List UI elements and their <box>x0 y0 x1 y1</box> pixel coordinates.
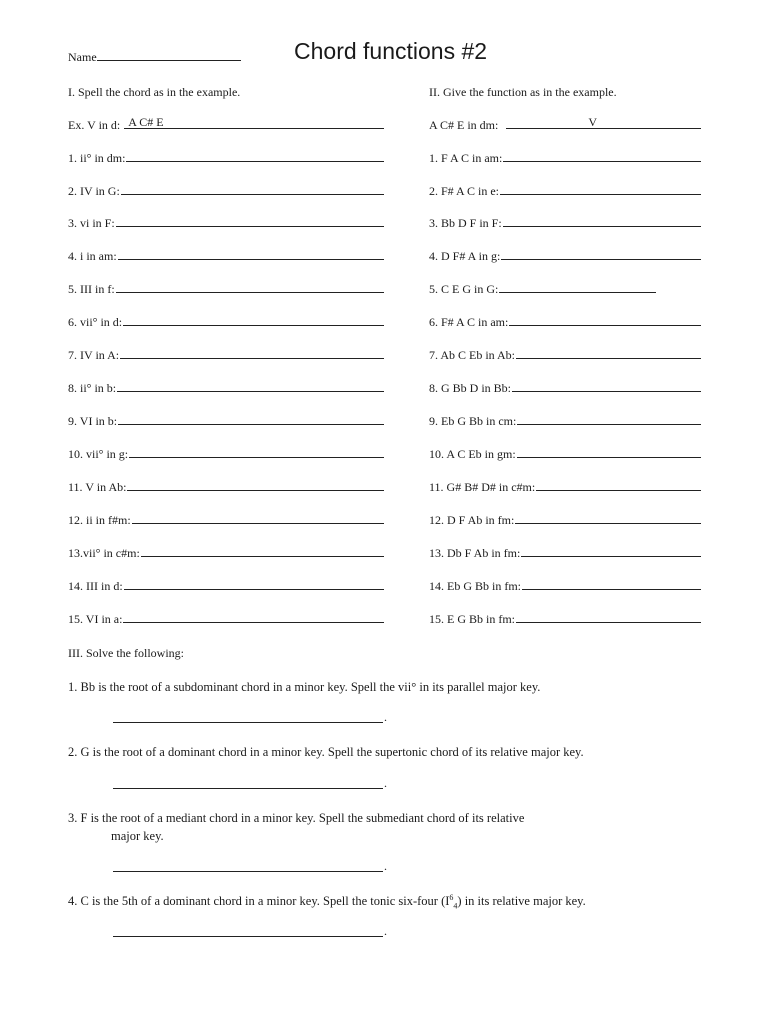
answer-line[interactable] <box>500 183 701 195</box>
answer-line[interactable] <box>516 347 701 359</box>
problem-1-text: 1. Bb is the root of a subdominant chord in a minor key. Spell the vii° in its parallel major key. <box>68 680 541 694</box>
section2-item-prompt: 3. Bb D F in F: <box>429 216 502 230</box>
problem-1-answer-line[interactable] <box>113 710 383 723</box>
answer-line[interactable] <box>123 314 384 326</box>
answer-line[interactable] <box>517 413 701 425</box>
section2-item[interactable] <box>429 150 701 165</box>
section2-item-prompt: 10. A C Eb in gm: <box>429 447 516 461</box>
answer-line[interactable] <box>522 578 701 590</box>
section2-item[interactable] <box>429 380 701 395</box>
section1-item-prompt: 11. V in Ab: <box>68 480 127 494</box>
answer-line[interactable] <box>503 215 701 227</box>
section2-item[interactable] <box>429 545 701 560</box>
problem-1-answer-end: . <box>384 710 387 724</box>
problem-3-text-line2: major key. <box>111 829 164 843</box>
name-label: Name <box>68 50 97 64</box>
section2-example-answer: V <box>588 115 598 129</box>
section1-item-prompt: 9. VI in b: <box>68 414 118 428</box>
section1-item-prompt: 6. vii° in d: <box>68 315 123 329</box>
answer-line[interactable] <box>127 479 384 491</box>
section2-example <box>429 117 701 132</box>
section1-item-prompt: 8. ii° in b: <box>68 381 117 395</box>
problem-4-sup: 6 <box>449 892 454 902</box>
section1-item[interactable] <box>68 479 384 494</box>
section1-item-prompt: 13.vii° in c#m: <box>68 546 140 560</box>
section2-item[interactable] <box>429 479 701 494</box>
section1-item[interactable] <box>68 314 384 329</box>
section1-item[interactable] <box>68 578 384 593</box>
answer-line[interactable] <box>120 347 384 359</box>
section2-item-prompt: 8. G Bb D in Bb: <box>429 381 512 395</box>
problem-4-sub: 4 <box>453 901 458 911</box>
section1-item-prompt: 2. IV in G: <box>68 184 120 198</box>
answer-line[interactable] <box>118 248 384 260</box>
section2-item-prompt: 15. E G Bb in fm: <box>429 612 515 626</box>
problem-4-answer-line[interactable] <box>113 924 383 937</box>
answer-line[interactable] <box>123 611 384 623</box>
section1-item[interactable] <box>68 512 384 527</box>
section2-example-answer-line <box>506 117 701 129</box>
section1-item[interactable] <box>68 150 384 165</box>
answer-line[interactable] <box>124 578 384 590</box>
answer-line[interactable] <box>117 380 384 392</box>
answer-line[interactable] <box>499 281 656 293</box>
answer-line[interactable] <box>118 413 384 425</box>
section1-example-answer-line <box>124 117 384 129</box>
problem-4-text <box>68 894 586 909</box>
answer-line[interactable] <box>512 380 701 392</box>
answer-line[interactable] <box>517 446 701 458</box>
section1-item-prompt: 14. III in d: <box>68 579 123 593</box>
section1-item[interactable] <box>68 183 384 198</box>
section1-example-prompt: Ex. V in d: <box>68 118 121 132</box>
section1-item-prompt: 12. ii in f#m: <box>68 513 131 527</box>
section1-example <box>68 117 384 132</box>
answer-line[interactable] <box>121 183 384 195</box>
problem-2-answer-line[interactable] <box>113 776 383 789</box>
section2-item-prompt: 11. G# B# D# in c#m: <box>429 480 536 494</box>
section1-item-prompt: 1. ii° in dm: <box>68 151 126 165</box>
section1-item[interactable] <box>68 446 384 461</box>
section2-item[interactable] <box>429 611 701 626</box>
page-title: Chord functions #2 <box>294 38 488 64</box>
section1-item-prompt: 15. VI in a: <box>68 612 123 626</box>
section2-item[interactable] <box>429 281 656 296</box>
section2-item-prompt: 6. F# A C in am: <box>429 315 509 329</box>
name-field[interactable] <box>97 48 241 61</box>
section3-heading: III. Solve the following: <box>68 646 184 660</box>
answer-line[interactable] <box>501 248 701 260</box>
section2-item-prompt: 7. Ab C Eb in Ab: <box>429 348 516 362</box>
section2-item[interactable] <box>429 446 701 461</box>
section1-item[interactable] <box>68 248 384 263</box>
answer-line[interactable] <box>141 545 384 557</box>
section2-item[interactable] <box>429 314 701 329</box>
section2-item[interactable] <box>429 413 701 428</box>
answer-line[interactable] <box>515 512 701 524</box>
section1-item[interactable] <box>68 545 384 560</box>
answer-line[interactable] <box>509 314 701 326</box>
section2-item-prompt: 14. Eb G Bb in fm: <box>429 579 521 593</box>
section1-item[interactable] <box>68 281 384 296</box>
answer-line[interactable] <box>516 611 701 623</box>
answer-line[interactable] <box>116 281 384 293</box>
problem-4-text-pre: 4. C is the 5th of a dominant chord in a minor key. Spell the tonic six-four (I <box>68 894 450 908</box>
section2-item[interactable] <box>429 512 701 527</box>
section1-item-prompt: 3. vi in F: <box>68 216 115 230</box>
name-label-row <box>68 48 241 64</box>
section1-item-prompt: 5. III in f: <box>68 282 115 296</box>
section2-item[interactable] <box>429 183 701 198</box>
section2-item[interactable] <box>429 347 701 362</box>
answer-line[interactable] <box>116 215 384 227</box>
answer-line[interactable] <box>536 479 701 491</box>
section1-heading: I. Spell the chord as in the example. <box>68 85 241 99</box>
section2-heading: II. Give the function as in the example. <box>429 85 617 99</box>
problem-3-answer-line[interactable] <box>113 859 383 872</box>
section1-item[interactable] <box>68 347 384 362</box>
section2-item-prompt: 5. C E G in G: <box>429 282 499 296</box>
section2-item[interactable] <box>429 248 701 263</box>
problem-3-answer-end: . <box>384 859 387 873</box>
answer-line[interactable] <box>126 150 384 162</box>
answer-line[interactable] <box>521 545 701 557</box>
problem-3-text: 3. F is the root of a mediant chord in a minor key. Spell the submediant chord of its relative <box>68 811 525 825</box>
section1-item-prompt: 10. vii° in g: <box>68 447 129 461</box>
section2-item-prompt: 9. Eb G Bb in cm: <box>429 414 517 428</box>
section1-item[interactable] <box>68 611 384 626</box>
section2-item-prompt: 4. D F# A in g: <box>429 249 501 263</box>
section2-example-prompt: A C# E in dm: <box>429 118 499 132</box>
section2-item[interactable] <box>429 215 701 230</box>
section2-item-prompt: 2. F# A C in e: <box>429 184 500 198</box>
problem-2-text: 2. G is the root of a dominant chord in a minor key. Spell the supertonic chord of its relative major key. <box>68 745 584 759</box>
answer-line[interactable] <box>503 150 701 162</box>
section1-item-prompt: 7. IV in A: <box>68 348 120 362</box>
answer-line[interactable] <box>129 446 384 458</box>
section2-item-prompt: 13. Db F Ab in fm: <box>429 546 521 560</box>
problem-2-answer-end: . <box>384 776 387 790</box>
section1-item[interactable] <box>68 215 384 230</box>
section2-item[interactable] <box>429 578 701 593</box>
section1-item-prompt: 4. i in am: <box>68 249 117 263</box>
section1-item[interactable] <box>68 413 384 428</box>
section1-item[interactable] <box>68 380 384 395</box>
section2-item-prompt: 1. F A C in am: <box>429 151 503 165</box>
problem-4-answer-end: . <box>384 924 387 938</box>
section1-example-answer: A C# E <box>128 115 164 129</box>
problem-4-text-post: ) in its relative major key. <box>457 894 586 908</box>
answer-line[interactable] <box>132 512 384 524</box>
section2-item-prompt: 12. D F Ab in fm: <box>429 513 515 527</box>
